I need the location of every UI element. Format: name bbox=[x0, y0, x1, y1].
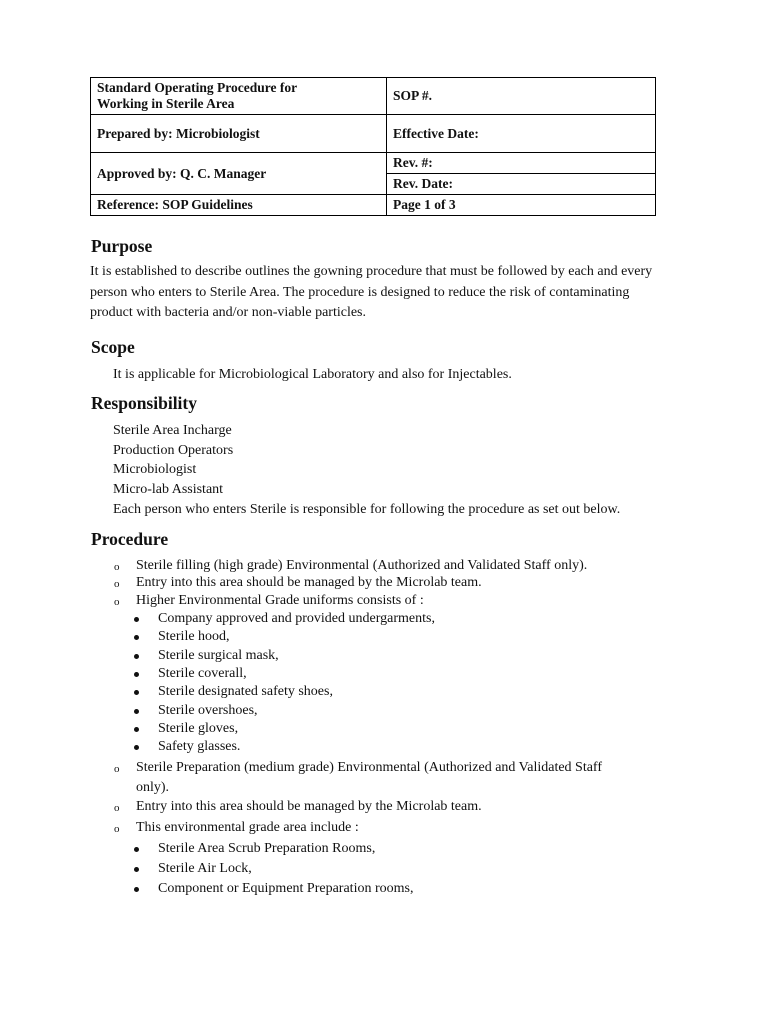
rev-number-cell: Rev. #: bbox=[387, 153, 656, 174]
bullet-icon bbox=[134, 617, 139, 622]
circle-bullet-icon: o bbox=[114, 596, 120, 608]
responsibility-item: Micro-lab Assistant bbox=[113, 482, 224, 497]
circle-bullet-icon: o bbox=[114, 561, 120, 573]
responsibility-item: Production Operators bbox=[113, 443, 234, 458]
purpose-text: It is established to describe outlines the gowning procedure that must be followed by each and every person who enters to Sterile Area. The procedure is designed to reduce the risk of contaminating product with bacteria and/or non-viable particles. bbox=[90, 264, 653, 320]
bullet-icon bbox=[134, 745, 139, 750]
bullet-icon bbox=[134, 887, 139, 892]
responsibility-item: Microbiologist bbox=[113, 462, 197, 477]
purpose-heading: Purpose bbox=[91, 236, 153, 256]
scope-heading: Scope bbox=[91, 337, 135, 357]
sop-header-table bbox=[90, 77, 656, 216]
procedure-item: Higher Environmental Grade uniforms consists of : bbox=[136, 593, 424, 608]
uniform-item: Company approved and provided undergarments, bbox=[158, 611, 435, 626]
procedure-heading: Procedure bbox=[91, 529, 169, 549]
uniform-item: Sterile surgical mask, bbox=[158, 648, 279, 663]
effective-date-cell: Effective Date: bbox=[387, 115, 656, 153]
area-item: Component or Equipment Preparation rooms, bbox=[158, 881, 414, 896]
bullet-icon bbox=[134, 709, 139, 714]
uniform-item: Sterile hood, bbox=[158, 629, 230, 644]
procedure-item: Entry into this area should be managed by the Microlab team. bbox=[136, 799, 482, 814]
circle-bullet-icon: o bbox=[114, 578, 120, 590]
responsibility-note: Each person who enters Sterile is responsible for following the procedure as set out below. bbox=[113, 502, 621, 517]
bullet-icon bbox=[134, 727, 139, 732]
sop-title-line-1: Standard Operating Procedure for bbox=[97, 80, 298, 95]
uniform-item: Safety glasses. bbox=[158, 739, 241, 754]
scope-text: It is applicable for Microbiological Laboratory and also for Injectables. bbox=[113, 367, 512, 382]
uniform-item: Sterile gloves, bbox=[158, 721, 239, 736]
circle-bullet-icon: o bbox=[114, 802, 120, 814]
circle-bullet-icon: o bbox=[114, 763, 120, 775]
sop-title-line-2: Working in Sterile Area bbox=[97, 96, 235, 111]
bullet-icon bbox=[134, 847, 139, 852]
procedure-item: This environmental grade area include : bbox=[136, 820, 359, 835]
responsibility-heading: Responsibility bbox=[91, 393, 197, 413]
bullet-icon bbox=[134, 867, 139, 872]
bullet-icon bbox=[134, 690, 139, 695]
uniform-item: Sterile designated safety shoes, bbox=[158, 684, 333, 699]
area-item: Sterile Area Scrub Preparation Rooms, bbox=[158, 841, 376, 856]
procedure-item-continued: only). bbox=[136, 780, 170, 795]
uniform-item: Sterile coverall, bbox=[158, 666, 247, 681]
reference-cell: Reference: SOP Guidelines bbox=[91, 195, 387, 216]
sop-title-cell bbox=[91, 78, 387, 115]
bullet-icon bbox=[134, 672, 139, 677]
area-item: Sterile Air Lock, bbox=[158, 861, 252, 876]
page-number-cell: Page 1 of 3 bbox=[387, 195, 656, 216]
sop-number-cell: SOP #. bbox=[387, 78, 656, 115]
procedure-item: Sterile Preparation (medium grade) Environmental (Authorized and Validated Staff bbox=[136, 760, 603, 775]
uniform-item: Sterile overshoes, bbox=[158, 703, 258, 718]
bullet-icon bbox=[134, 635, 139, 640]
rev-date-cell: Rev. Date: bbox=[387, 174, 656, 195]
responsibility-item: Sterile Area Incharge bbox=[113, 423, 232, 438]
prepared-by-cell: Prepared by: Microbiologist bbox=[91, 115, 387, 153]
procedure-item: Entry into this area should be managed by the Microlab team. bbox=[136, 575, 482, 590]
circle-bullet-icon: o bbox=[114, 823, 120, 835]
procedure-item: Sterile filling (high grade) Environmental (Authorized and Validated Staff only). bbox=[136, 558, 588, 573]
approved-by-cell: Approved by: Q. C. Manager bbox=[91, 153, 387, 195]
bullet-icon bbox=[134, 654, 139, 659]
